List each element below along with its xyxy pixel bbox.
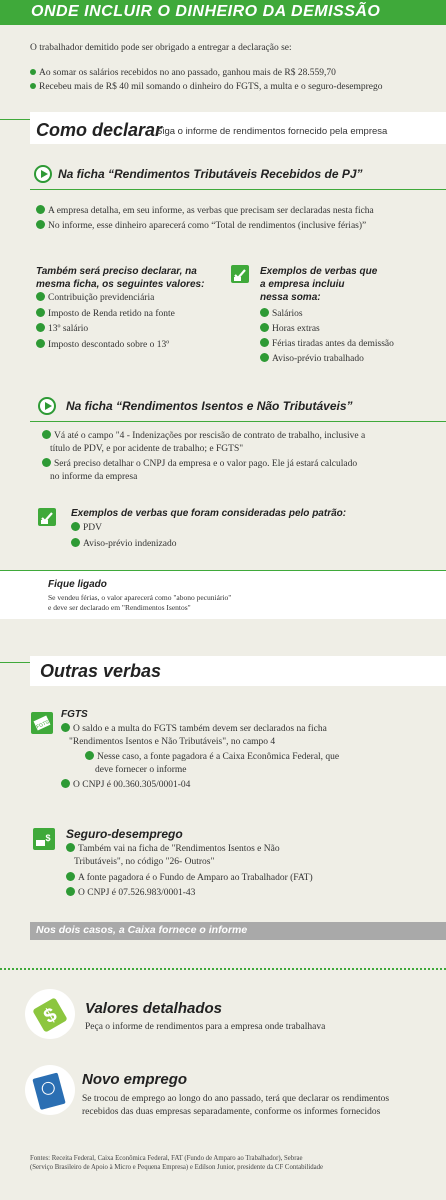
info-bar: Nos dois casos, a Caixa fornece o informe (30, 922, 446, 940)
sources-text: Fontes: Receita Federal, Caixa Econômica Federal, FAT (Fundo de Amparo ao Trabalhador), Sebrae (Serviço Brasileiro de Apoio à Micro e Pequena Empresa) e Edilson Junior, presidente da CF Contabilidade (30, 1155, 324, 1171)
list-item: O CNPJ é 00.360.305/0001-04 (61, 779, 190, 792)
ficha-title: Na ficha “Rendimentos Tributáveis Recebidos de PJ” (58, 167, 363, 181)
list-item: Também vai na ficha de "Rendimentos Isentos e Não Tributáveis", no código "26- Outros" (66, 843, 280, 869)
fgts-card-icon (31, 712, 53, 734)
list-item: O CNPJ é 07.526.983/0001-43 (66, 887, 195, 900)
intro-item: Ao somar os salários recebidos no ano passado, ganhou mais de R$ 28.559,70 (30, 67, 336, 80)
list-item: PDV (71, 522, 102, 535)
fique-ligado-title: Fique ligado (48, 579, 107, 590)
exemplos-title: Exemplos de verbas que a empresa incluiu nessa soma: (260, 266, 378, 303)
list-item: Imposto de Renda retido na fonte (36, 308, 175, 321)
list-item: A empresa detalha, em seu informe, as verbas que precisam ser declaradas nesta ficha (36, 205, 374, 218)
list-item: Imposto descontado sobre o 13º (36, 339, 169, 352)
divider (30, 189, 446, 190)
svg-text:$: $ (40, 1003, 61, 1029)
list-item: Horas extras (260, 323, 320, 336)
list-item: Salários (260, 308, 303, 321)
tambem-title: Também será preciso declarar, na mesma ficha, os seguintes valores: (36, 266, 205, 290)
play-circle-icon (38, 397, 56, 415)
dollar-tag-icon (24, 988, 76, 1040)
header-banner (0, 0, 446, 25)
list-item: Vá até o campo "4 - Indenizações por rescisão de contrato de trabalho, inclusive a título de PDV, e por acidente de trabalho; e FGTS" (42, 430, 365, 456)
list-item: Contribuição previdenciária (36, 292, 154, 305)
list-item: A fonte pagadora é o Fundo de Amparo ao Trabalhador (FAT) (66, 872, 313, 885)
list-item: Aviso-prévio indenizado (71, 538, 176, 551)
section-title-como-declarar: Como declarar (36, 120, 163, 140)
intro-text: O trabalhador demitido pode ser obrigado a entregar a declaração se: (30, 43, 292, 53)
page-title: ONDE INCLUIR O DINHEIRO DA DEMISSÃO (31, 3, 381, 20)
divider (30, 421, 446, 422)
exemplos-title: Exemplos de verbas que foram consideradas pelo patrão: (71, 508, 347, 519)
section-title-outras-verbas: Outras verbas (40, 661, 162, 681)
valores-title: Valores detalhados (85, 1000, 222, 1017)
list-item: Aviso-prévio trabalhado (260, 353, 364, 366)
intro-item: Recebeu mais de R$ 40 mil somando o dinheiro do FGTS, a multa e o seguro-desemprego (30, 81, 383, 94)
fique-ligado-text: Se vendeu férias, o valor aparecerá como "abono pecuniário" e deve ser declarado em "Rendimentos Isentos" (48, 593, 232, 612)
list-item: Será preciso detalhar o CNPJ da empresa e o valor pago. Ele já estará calculado no informe da empresa (42, 458, 357, 484)
seguro-title: Seguro-desemprego (66, 827, 183, 841)
hand-check-icon (231, 265, 249, 283)
novo-title: Novo emprego (82, 1071, 188, 1088)
section-subtitle: Siga o informe de rendimentos fornecido pela empresa (156, 126, 388, 137)
list-item: O saldo e a multa do FGTS também devem ser declarados na ficha "Rendimentos Isentos e Não Tributáveis", no campo 4 (61, 723, 327, 749)
hand-money-icon (33, 828, 55, 850)
dotted-divider (0, 968, 446, 970)
valores-text: Peça o informe de rendimentos para a empresa onde trabalhava (85, 1022, 326, 1032)
fgts-title: FGTS (61, 709, 88, 720)
hand-check-icon (38, 508, 56, 526)
novo-text: Se trocou de emprego ao longo do ano passado, terá que declarar os rendimentos recebidos das duas empresas separadamente, conforme os informes fornecidos (82, 1094, 390, 1117)
list-item: Férias tiradas antes da demissão (260, 338, 394, 351)
ficha-title: Na ficha “Rendimentos Isentos e Não Tributáveis” (66, 399, 353, 413)
work-card-icon (24, 1064, 76, 1116)
svg-text:$: $ (45, 833, 51, 843)
list-item: No informe, esse dinheiro aparecerá como “Total de rendimentos (inclusive férias)” (36, 220, 366, 233)
svg-text:FGTS: FGTS (35, 719, 51, 731)
list-item: Nesse caso, a fonte pagadora é a Caixa Econômica Federal, que deve fornecer o informe (85, 751, 339, 777)
play-circle-icon (34, 165, 52, 183)
list-item: 13º salário (36, 323, 88, 336)
